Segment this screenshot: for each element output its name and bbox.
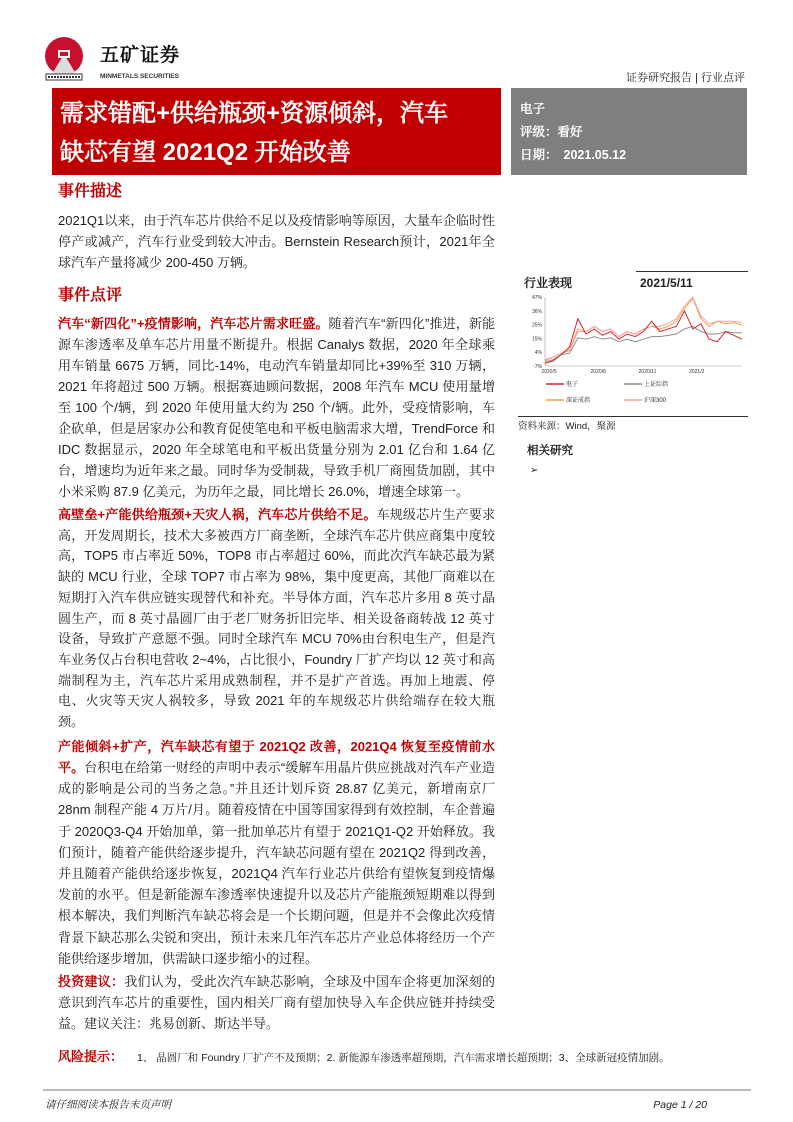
sector: 电子 [520,102,546,116]
title-line-1: 需求错配+供给瓶颈+资源倾斜，汽车 [60,100,449,127]
paragraph-body: 车规级芯片生产要求高，开发周期长，技术大多被西方厂商垄断，全球汽车芯片供应商集中度较高，TOP5 市占率近 50%，TOP8 市占率超过 60%，而此次汽车缺芯最为紧缺的 MCU 行业，全球 TOP7 市占率为 98%，集中度更高，其他厂商难以在短期打入汽车供应链实现替代和补充。半导体方面，汽车芯片多用 8 英寸晶圆生产，而 8 英寸晶圆厂由于老厂财务折旧完毕、相关设备商转战 12 英寸设备，导致扩产意愿不强。同时全球汽车 MCU 70%由台积电生产，但是汽车业务仅占台积电营收 2~4%，占比很小，Foundry 厂扩产均以 12 英寸和高端制程为主，汽车芯片采用成熟制程，并不是扩产首选。再加上地震、停电、火灾等天灾人祸较多，导致 2021 年的车规级芯片供给端存在较大瓶颈。 [58,507,495,730]
event-desc-paragraph: 2021Q1以来，由于汽车芯片供给不足以及疫情影响等原因，大量车企临时性停产或减产，汽车行业受到较大冲击。Bernstein Research预计，2021年全球汽车产量将减少 200-450 万辆。 [58,213,495,270]
date-value: 2021.05.12 [563,148,627,162]
chart-title: 行业表现 [524,276,573,290]
y-tick-label: 47% [531,295,542,301]
footer [43,1067,751,1112]
paragraph-lead: 产能倾斜+扩产，汽车缺芯有望于 2021Q2 改善，2021Q4 恢复至疫情前水平。 [58,738,495,775]
title-line-2: 缺芯有望 2021Q2 开始改善 [60,139,351,166]
bullet-arrow-icon: ➢ [530,465,539,476]
rating [520,121,747,144]
x-tick-label: 2020/8 [590,369,606,375]
review-paragraph-1 [58,313,495,502]
legend-label: 深证成指 [566,398,591,404]
y-tick-label: 25% [531,322,542,329]
risk-warning [58,1048,750,1066]
x-tick-label: 2021/2 [689,369,705,375]
paragraph-lead: 投资建议： [58,973,125,989]
risk-text: 1、 晶圆厂和 Foundry 厂扩产不及预期；2. 新能源车渗透率超预期，汽车需求增长超预期；3、全球新冠疫情加剧。 [137,1051,670,1064]
divider [636,271,748,272]
footer-disclaimer: 请仔细阅读本报告末页声明 [45,1099,171,1111]
risk-label: 风险提示： [58,1048,124,1064]
rating-label: 评级： [520,125,558,139]
legend-label: 上证综指 [644,382,669,388]
paragraph-body: 随着汽车“新四化”推进，新能源车渗透率及单车芯片用量不断提升。根据 Canalys 数据，2020 年全球乘用车销量 6675 万辆，同比-14%，电动汽车销量却同比+39%至 310 万辆，2021 年将超过 500 万辆。根据赛迪顾问数据，2008 年汽车 MCU 使用量增至 100 个/辆，到 2020 年使用量大约为 250 个/辆。此外，受疫情影响，车企砍单，但是居家办公和教育促使笔电和平板电脑需求大增，TrendForce 和 IDC 数据显示，2020 年全球笔电和平板出货量分别为 2.01 亿台和 1.64 亿台，增速均为近年来之最。同时华为受制裁，导致手机厂商囤货加剧，其中小米采购 87.9 亿美元，为历年之最，同比增长 26.0%，增速全球第一。 [58,316,496,499]
company-logo [44,36,96,82]
legend-label: 沪深300 [644,398,667,404]
date [520,144,747,167]
chart-date: 2021/5/11 [640,276,693,290]
y-tick-label: 4% [534,350,542,357]
date-label: 日期： [520,148,558,162]
chart-source: 资料来源：Wind，聚源 [518,421,616,432]
section-heading-event-review: 事件点评 [58,287,123,304]
rating-value: 看好 [557,125,583,139]
y-tick-label: 36% [531,308,542,315]
paragraph-lead: 汽车“新四化”+疫情影响，汽车芯片需求旺盛。 [58,316,329,331]
paragraph-body: 台积电在给第一财经的声明中表示“缓解车用晶片供应挑战对汽车产业造成的影响是公司的当务之急。”并且还计划斥资 28.87 亿美元，新增南京厂 28nm 制程产能 4 万片/月。随着疫情在中国等国家得到有效控制，车企普遍于 2020Q3-Q4 开始加单，第一批加单芯片有望于 2021Q1-Q2 开始释放。我们预计，随着产能供给逐步提升，汽车缺芯问题有望在 2021Q2 得到改善，并且随着产能供给逐步恢复，2021Q4 汽车行业芯片供给有望恢复到疫情爆发前的水平。但是新能源车渗透率快速提升以及芯片产能瓶颈短期难以得到根本解决，我们判断汽车缺芯将会是一个长期问题，但是并不会像此次疫情背景下缺芯那么尖锐和突出，预计未来几年汽车芯片产业总体将经历一个产能供给逐步增加，供需缺口逐步缩小的过程。 [58,759,495,966]
brand-name-en: MINMETALS SECURITIES [100,73,179,80]
brand-name: 五矿证券 [100,45,181,66]
investment-advice [58,971,495,1034]
report-title [52,88,501,175]
review-paragraph-2 [58,505,495,733]
x-tick-label: 2020/5 [541,369,557,375]
related-research-heading: 相关研究 [527,445,573,457]
y-tick-label: -7% [533,364,542,370]
divider [518,416,748,417]
page-number: Page 1 / 20 [653,1099,707,1111]
y-tick-label: 15% [531,336,542,343]
report-meta [511,88,747,175]
legend-label: 电子 [566,382,579,388]
report-type: 证券研究报告 | 行业点评 [626,72,745,84]
paragraph-body: 我们认为，受此次汽车缺芯影响，全球及中国车企将更加深刻的意识到汽车芯片的重要性，国内相关厂商有望加快导入车企供应链并持续受益。建议关注：兆易创新、斯达半导。 [58,973,495,1031]
review-paragraph-3 [58,736,495,969]
section-heading-event-desc: 事件描述 [58,183,123,200]
x-tick-label: 2020/11 [638,369,657,375]
industry-performance-chart [518,292,748,412]
paragraph-lead: 高壁垒+产能供给瓶颈+天灾人祸，汽车芯片供给不足。 [58,507,377,522]
